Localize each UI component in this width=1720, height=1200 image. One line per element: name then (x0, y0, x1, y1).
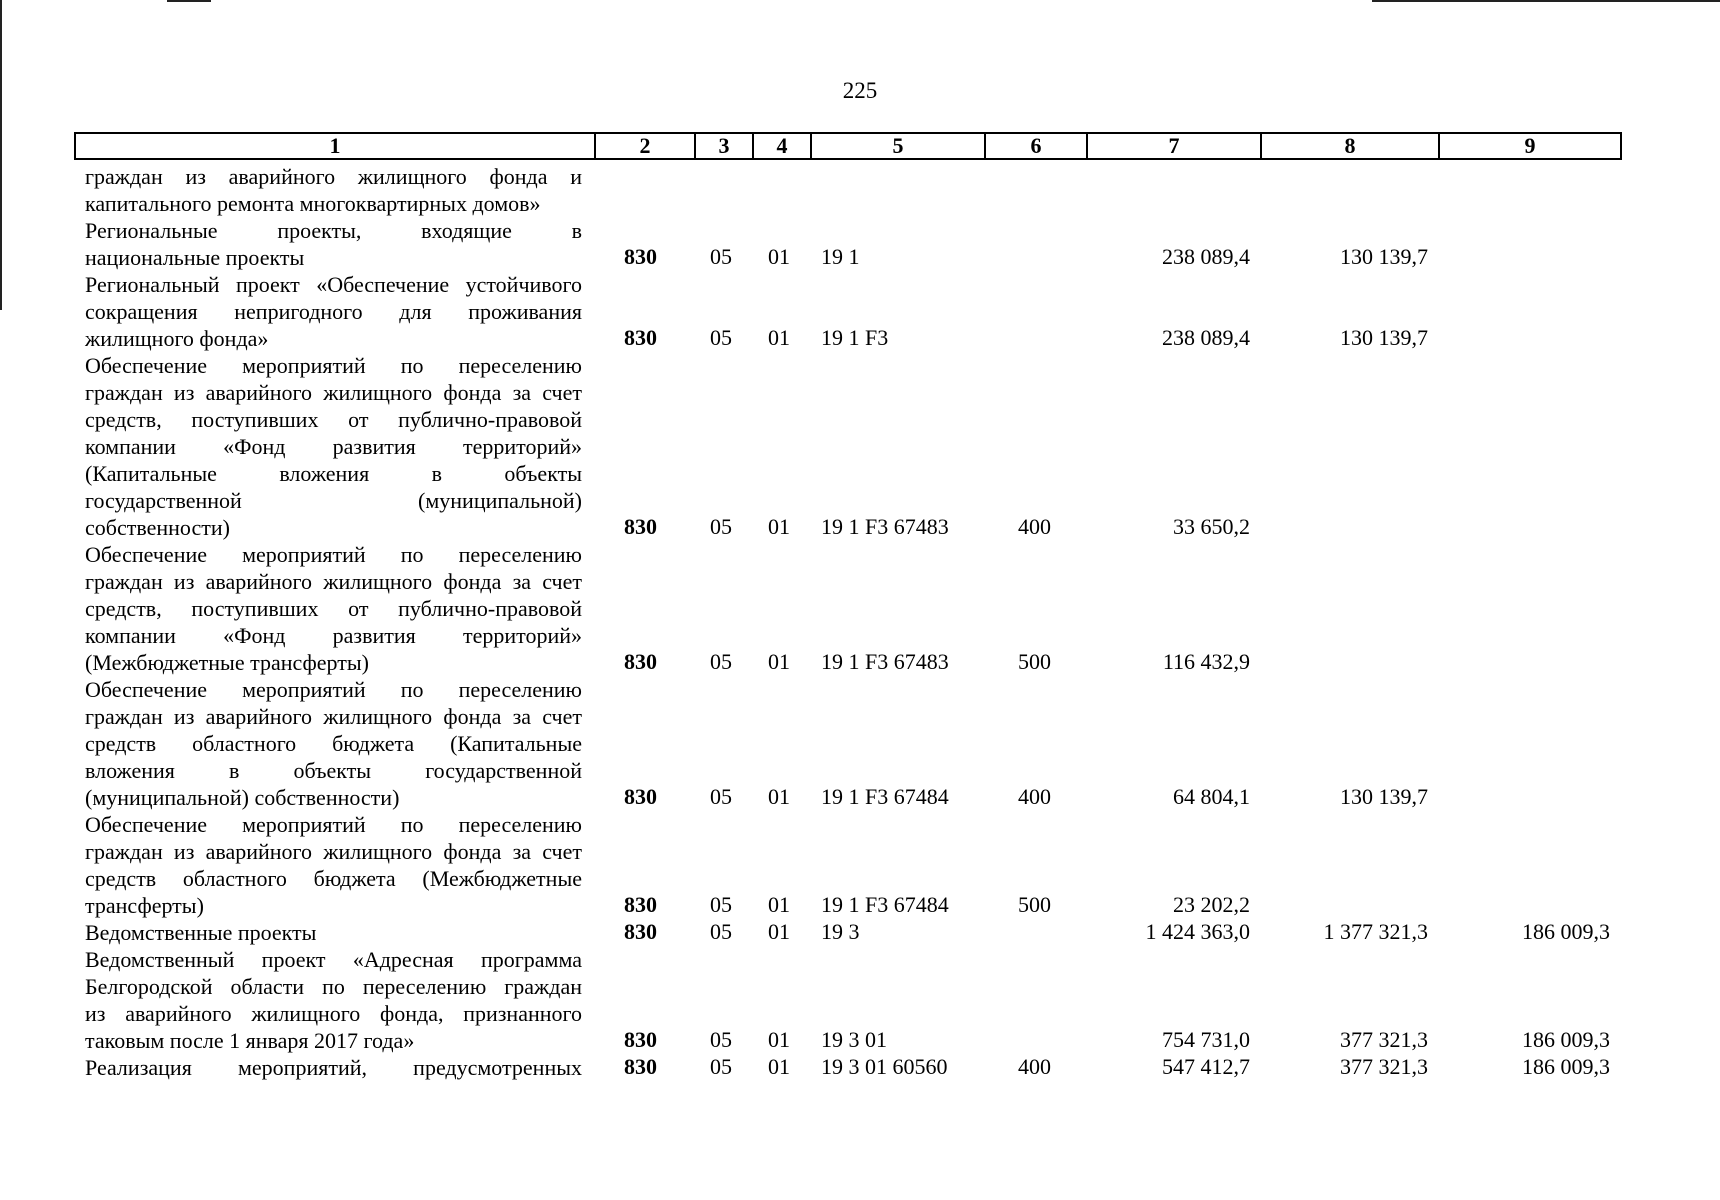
cell-section: 05 (710, 325, 732, 350)
col-header-3: 3 (696, 134, 754, 158)
row-description-line: Обеспечение мероприятий по переселению (85, 677, 582, 702)
cell-subsection: 01 (768, 892, 790, 917)
col-header-6: 6 (986, 134, 1088, 158)
row-description-line: средств, поступивших от публично-правовой (85, 407, 582, 432)
cell-ministry-code: 830 (624, 325, 657, 350)
row-description-line: собственности) (85, 515, 230, 540)
row-description-line: Реализация мероприятий, предусмотренных (85, 1055, 582, 1080)
row-description-line: Белгородской области по переселению граждан (85, 974, 582, 999)
row-description-line: сокращения непригодного для проживания (85, 299, 582, 324)
row-description-line: граждан из аварийного жилищного фонда за счет (85, 704, 582, 729)
row-description-line: Ведомственные проекты (85, 920, 317, 945)
cell-ministry-code: 830 (624, 892, 657, 917)
row-description-line: компании «Фонд развития территорий» (85, 623, 582, 648)
row-description-line: средств областного бюджета (Межбюджетные (85, 866, 582, 891)
table-header (74, 132, 1622, 160)
row-description-line: Ведомственный проект «Адресная программа (85, 947, 582, 972)
cell-amount-col7: 547 412,7 (1162, 1054, 1250, 1079)
row-description-line: граждан из аварийного жилищного фонда за счет (85, 839, 582, 864)
cell-section: 05 (710, 919, 732, 944)
scan-artifact-line (167, 0, 211, 2)
cell-subsection: 01 (768, 325, 790, 350)
scan-edge-line (0, 0, 2, 310)
cell-amount-col7: 1 424 363,0 (1145, 919, 1250, 944)
cell-amount-col9: 186 009,3 (1522, 919, 1610, 944)
col-header-4: 4 (754, 134, 812, 158)
cell-expense-type: 400 (1018, 784, 1051, 809)
cell-subsection: 01 (768, 1027, 790, 1052)
cell-section: 05 (710, 244, 732, 269)
cell-target-article: 19 1 F3 (821, 325, 889, 350)
row-description-line: таковым после 1 января 2017 года» (85, 1028, 415, 1053)
cell-amount-col9: 186 009,3 (1522, 1027, 1610, 1052)
cell-target-article: 19 3 01 60560 (821, 1054, 948, 1079)
cell-expense-type: 500 (1018, 649, 1051, 674)
row-description-line: средств областного бюджета (Капитальные (85, 731, 582, 756)
cell-target-article: 19 1 F3 67484 (821, 892, 949, 917)
cell-ministry-code: 830 (624, 919, 657, 944)
cell-subsection: 01 (768, 649, 790, 674)
cell-subsection: 01 (768, 919, 790, 944)
cell-target-article: 19 1 F3 67484 (821, 784, 949, 809)
cell-ministry-code: 830 (624, 784, 657, 809)
cell-expense-type: 500 (1018, 892, 1051, 917)
cell-expense-type: 400 (1018, 1054, 1051, 1079)
row-description-line: трансферты) (85, 893, 204, 918)
cell-amount-col7: 23 202,2 (1173, 892, 1250, 917)
col-header-1: 1 (76, 134, 596, 158)
row-description-line: государственной (муниципальной) (85, 488, 582, 513)
row-description-line: национальные проекты (85, 245, 305, 270)
cell-subsection: 01 (768, 514, 790, 539)
row-description-line: Обеспечение мероприятий по переселению (85, 353, 582, 378)
cell-section: 05 (710, 892, 732, 917)
row-description-line: Обеспечение мероприятий по переселению (85, 542, 582, 567)
cell-target-article: 19 3 01 (821, 1027, 887, 1052)
row-description-line: граждан из аварийного жилищного фонда за счет (85, 569, 582, 594)
cell-section: 05 (710, 514, 732, 539)
col-header-7: 7 (1088, 134, 1262, 158)
col-header-5: 5 (812, 134, 986, 158)
cell-amount-col7: 238 089,4 (1162, 325, 1250, 350)
page-number: 225 (842, 78, 878, 103)
cell-amount-col7: 33 650,2 (1173, 514, 1250, 539)
cell-subsection: 01 (768, 784, 790, 809)
cell-target-article: 19 1 F3 67483 (821, 649, 949, 674)
row-description-line: Обеспечение мероприятий по переселению (85, 812, 582, 837)
cell-amount-col7: 754 731,0 (1162, 1027, 1250, 1052)
cell-amount-col8: 377 321,3 (1340, 1054, 1428, 1079)
cell-target-article: 19 1 F3 67483 (821, 514, 949, 539)
cell-ministry-code: 830 (624, 649, 657, 674)
row-description-line: компании «Фонд развития территорий» (85, 434, 582, 459)
cell-ministry-code: 830 (624, 514, 657, 539)
cell-section: 05 (710, 784, 732, 809)
cell-section: 05 (710, 1054, 732, 1079)
row-description-line: (Капитальные вложения в объекты (85, 461, 582, 486)
cell-amount-col8: 130 139,7 (1340, 784, 1428, 809)
cell-amount-col7: 64 804,1 (1173, 784, 1250, 809)
cell-ministry-code: 830 (624, 1054, 657, 1079)
col-header-9: 9 (1524, 133, 1536, 158)
cell-section: 05 (710, 649, 732, 674)
row-description-line: Региональные проекты, входящие в (85, 218, 582, 243)
cell-expense-type: 400 (1018, 514, 1051, 539)
cell-section: 05 (710, 1027, 732, 1052)
cell-amount-col8: 1 377 321,3 (1323, 919, 1428, 944)
cell-amount-col7: 116 432,9 (1162, 649, 1250, 674)
row-description-line: граждан из аварийного жилищного фонда за счет (85, 380, 582, 405)
row-description-line: граждан из аварийного жилищного фонда и (85, 164, 582, 189)
row-description-line: из аварийного жилищного фонда, признанного (85, 1001, 582, 1026)
cell-ministry-code: 830 (624, 244, 657, 269)
cell-amount-col9: 186 009,3 (1522, 1054, 1610, 1079)
row-description-line: средств, поступивших от публично-правовой (85, 596, 582, 621)
cell-ministry-code: 830 (624, 1027, 657, 1052)
row-description-line: жилищного фонда» (85, 326, 269, 351)
row-description-line: Региональный проект «Обеспечение устойчивого (85, 272, 582, 297)
cell-amount-col8: 130 139,7 (1340, 325, 1428, 350)
cell-target-article: 19 3 (821, 919, 860, 944)
row-description-line: капитального ремонта многоквартирных домов» (85, 191, 541, 216)
col-header-8: 8 (1262, 134, 1440, 158)
cell-subsection: 01 (768, 244, 790, 269)
row-description-line: (муниципальной) собственности) (85, 785, 400, 810)
cell-subsection: 01 (768, 1054, 790, 1079)
row-description-line: (Межбюджетные трансферты) (85, 650, 369, 675)
cell-target-article: 19 1 (821, 244, 860, 269)
cell-amount-col7: 238 089,4 (1162, 244, 1250, 269)
scan-artifact-line (1372, 0, 1720, 2)
row-description-line: вложения в объекты государственной (85, 758, 582, 783)
cell-amount-col8: 377 321,3 (1340, 1027, 1428, 1052)
col-header-2: 2 (596, 134, 696, 158)
cell-amount-col8: 130 139,7 (1340, 244, 1428, 269)
